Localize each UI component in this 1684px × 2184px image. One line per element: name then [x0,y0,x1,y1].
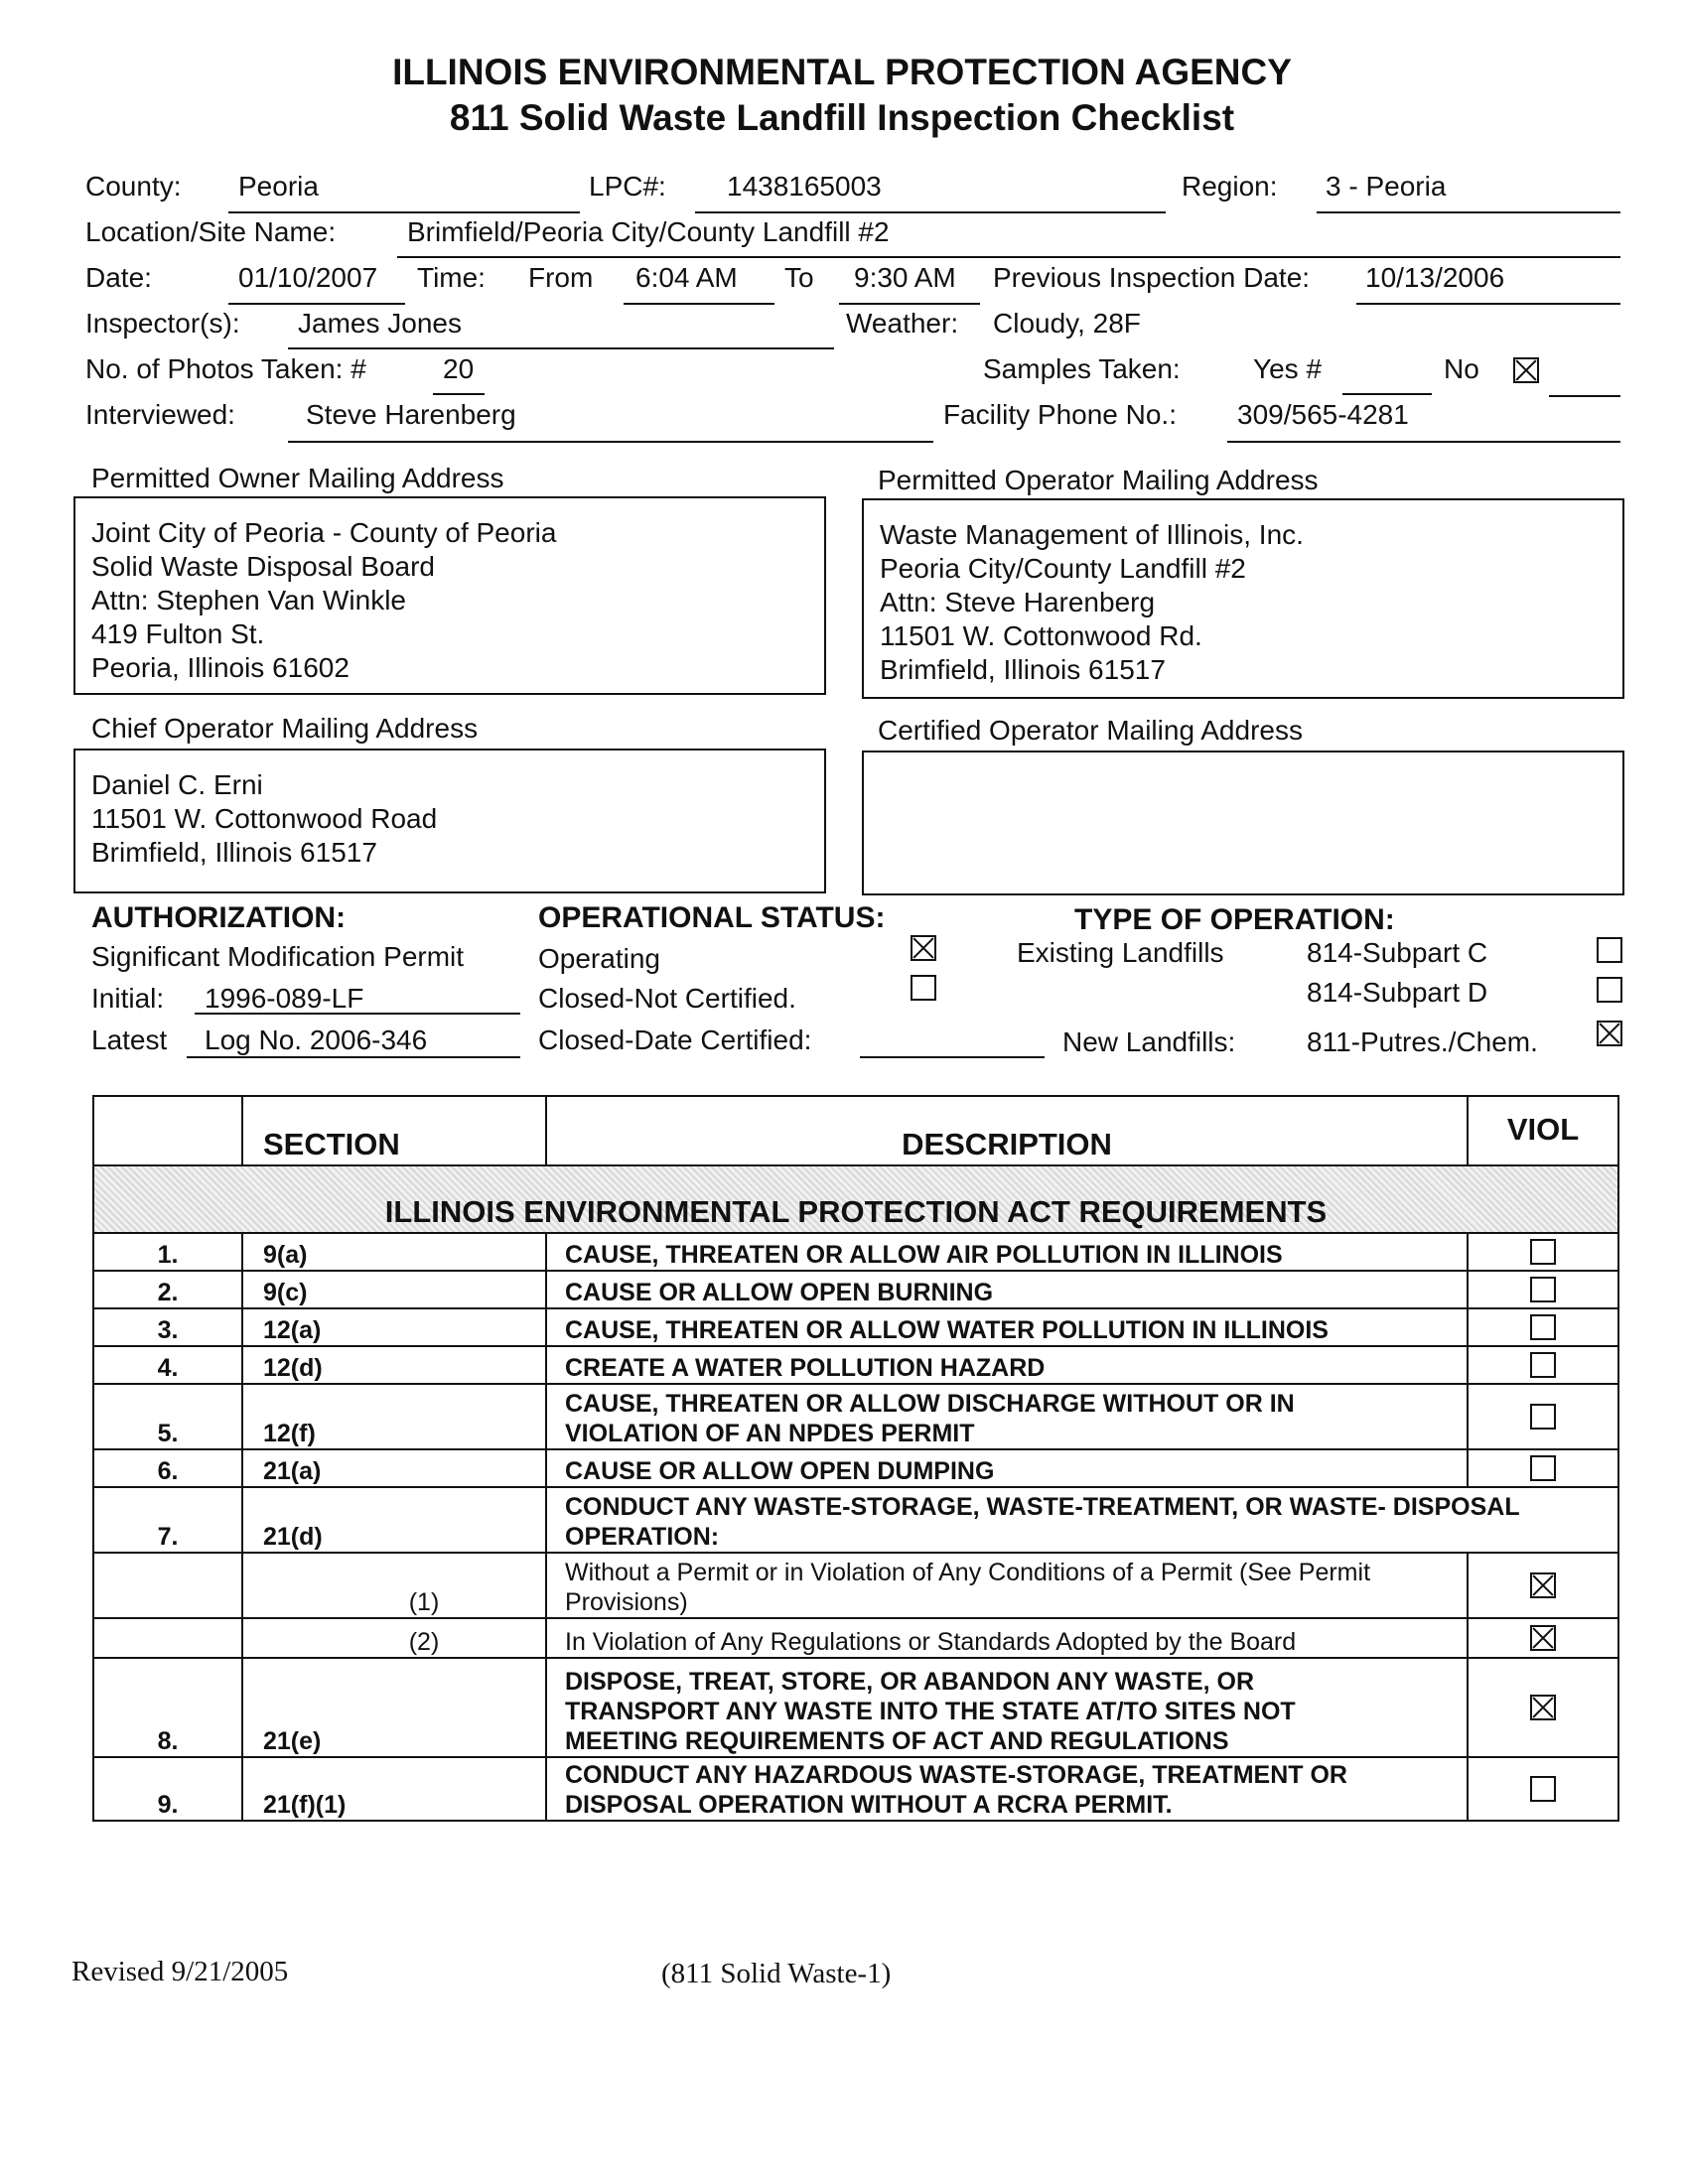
inspector-label: Inspector(s): [85,308,240,339]
chief-address-line: Brimfield, Illinois 61517 [91,837,377,868]
from-label: From [528,262,594,293]
table-row [93,1449,1618,1487]
closed-date-underline [860,1056,1045,1058]
prev-inspection-underline [1356,303,1620,305]
from-underline [624,303,774,305]
revised-date: Revised 9/21/2005 [71,1956,289,1987]
owner-address-line: Solid Waste Disposal Board [91,551,436,582]
row-num: 2. [93,1271,242,1308]
initial-label: Initial: [91,983,165,1014]
row-section: 21(f)(1) [242,1757,546,1821]
county-value: Peoria [238,171,319,202]
row-description [546,1553,1468,1618]
location-value: Brimfield/Peoria City/County Landfill #2 [407,216,890,247]
date-underline [228,303,405,305]
row-viol-cell [1468,1553,1618,1618]
row-num-empty [93,1618,242,1658]
operator-address-line: 11501 W. Cottonwood Rd. [880,620,1202,651]
row-section: 21(a) [242,1449,546,1487]
table-band-row [93,1165,1618,1233]
county-underline [228,211,580,213]
to-label: To [784,262,814,293]
header-num-cell [93,1096,242,1165]
row-description-line: TRANSPORT ANY WASTE INTO THE STATE AT/TO SITES NOT [565,1698,1296,1725]
row-num: 8. [93,1658,242,1757]
time-label: Time: [417,262,486,293]
row-section: 12(a) [242,1308,546,1346]
header-viol: VIOL [1468,1096,1618,1165]
row-num: 3. [93,1308,242,1346]
samples-yes-underline [1342,393,1432,395]
viol-checkbox[interactable] [1530,1404,1556,1430]
samples-yes-label: Yes # [1253,353,1323,384]
subpart-c-label: 814-Subpart C [1307,937,1488,968]
existing-landfills-label: Existing Landfills [1017,937,1224,968]
county-label: County: [85,171,182,202]
latest-underline [187,1056,520,1058]
viol-checkbox[interactable] [1530,1277,1556,1302]
subpart-d-checkbox[interactable] [1597,977,1622,1003]
samples-label: Samples Taken: [983,353,1181,384]
row-viol-cell [1468,1757,1618,1821]
viol-checkbox[interactable] [1530,1776,1556,1802]
region-underline [1317,211,1620,213]
operator-address-line: Waste Management of Illinois, Inc. [880,519,1304,550]
status-operating-checkbox[interactable] [911,935,936,961]
act-requirements-band: ILLINOIS ENVIRONMENTAL PROTECTION ACT REQUIREMENTS [93,1165,1618,1233]
owner-address-label: Permitted Owner Mailing Address [91,463,504,493]
lpc-underline [695,211,1166,213]
chief-address-label: Chief Operator Mailing Address [91,713,479,744]
viol-checkbox[interactable] [1530,1695,1556,1720]
row-section: 12(d) [242,1346,546,1384]
row-viol-cell [1468,1346,1618,1384]
row-description-line: Without a Permit or in Violation of Any Conditions of a Permit (See Permit [565,1559,1371,1586]
row-section: 9(c) [242,1271,546,1308]
page-identifier: (811 Solid Waste-1) [661,1958,892,1989]
table-row [93,1233,1618,1271]
permit-label: Significant Modification Permit [91,941,465,972]
row-description-line: OPERATION: [565,1523,720,1551]
row-section: 9(a) [242,1233,546,1271]
interviewed-label: Interviewed: [85,399,235,430]
row-viol-cell [1468,1618,1618,1658]
chief-address-line: 11501 W. Cottonwood Road [91,803,438,834]
new-landfills-label: New Landfills: [1062,1026,1236,1057]
row-description-line: CAUSE, THREATEN OR ALLOW DISCHARGE WITHOUT OR IN [565,1390,1295,1418]
operator-address-line: Brimfield, Illinois 61517 [880,654,1166,685]
weather-value: Cloudy, 28F [993,308,1141,339]
row-viol-cell [1468,1658,1618,1757]
owner-address-line: Joint City of Peoria - County of Peoria [91,517,557,548]
row-num: 1. [93,1233,242,1271]
to-value: 9:30 AM [854,262,956,293]
row-subsection: (2) [242,1618,546,1658]
latest-label: Latest [91,1024,168,1055]
row-subsection: (1) [242,1553,546,1618]
viol-checkbox[interactable] [1530,1455,1556,1481]
certified-address-box [862,751,1624,895]
row-section: 21(d) [242,1487,546,1553]
to-underline [839,303,980,305]
agency-title: ILLINOIS ENVIRONMENTAL PROTECTION AGENCY [392,52,1292,92]
row-description: CAUSE OR ALLOW OPEN BURNING [546,1271,1468,1308]
header-description: DESCRIPTION [546,1096,1468,1165]
viol-checkbox[interactable] [1530,1239,1556,1265]
row-num-empty [93,1553,242,1618]
status-title: OPERATIONAL STATUS: [538,901,886,934]
row-section: 12(f) [242,1384,546,1449]
subpart-c-checkbox[interactable] [1597,937,1622,963]
region-label: Region: [1182,171,1278,202]
header-section: SECTION [242,1096,546,1165]
row-viol-cell [1468,1271,1618,1308]
table-header-row [93,1096,1618,1165]
row-viol-cell [1468,1384,1618,1449]
owner-address-box [73,496,826,695]
operator-address-label: Permitted Operator Mailing Address [878,465,1319,495]
lpc-value: 1438165003 [727,171,882,202]
row-viol-cell [1468,1449,1618,1487]
row-viol-cell [1468,1308,1618,1346]
photos-label: No. of Photos Taken: # [85,353,366,384]
initial-value: 1996-089-LF [205,983,364,1014]
row-description: In Violation of Any Regulations or Standards Adopted by the Board [546,1618,1468,1658]
owner-address-line: Peoria, Illinois 61602 [91,652,350,683]
viol-checkbox[interactable] [1530,1625,1556,1651]
region-value: 3 - Peoria [1326,171,1447,202]
row-description [546,1757,1468,1821]
latest-value: Log No. 2006-346 [205,1024,428,1055]
row-description: CAUSE, THREATEN OR ALLOW AIR POLLUTION IN ILLINOIS [546,1233,1468,1271]
phone-value: 309/565-4281 [1237,399,1409,430]
viol-checkbox[interactable] [1530,1314,1556,1340]
inspector-value: James Jones [298,308,462,339]
requirements-table [92,1095,1619,1822]
samples-no-label: No [1444,353,1479,384]
certified-address-label: Certified Operator Mailing Address [878,715,1303,746]
row-description-line: CONDUCT ANY WASTE-STORAGE, WASTE-TREATMENT, OR WASTE- DISPOSAL [565,1493,1520,1521]
row-description-line: VIOLATION OF AN NPDES PERMIT [565,1420,975,1447]
interviewed-value: Steve Harenberg [306,399,516,430]
owner-address-line: Attn: Stephen Van Winkle [91,585,406,615]
putrescible-checkbox[interactable] [1597,1021,1622,1046]
table-row [93,1658,1618,1757]
operator-address-line: Peoria City/County Landfill #2 [880,553,1246,584]
status-closed-not-certified-label: Closed-Not Certified. [538,983,796,1014]
status-closed-date-label: Closed-Date Certified: [538,1024,812,1055]
location-underline [397,256,1620,258]
lpc-label: LPC#: [589,171,666,202]
form-title: 811 Solid Waste Landfill Inspection Checklist [449,97,1235,138]
location-label: Location/Site Name: [85,216,337,247]
putrescible-label: 811-Putres./Chem. [1307,1026,1538,1057]
row-num: 6. [93,1449,242,1487]
status-operating-label: Operating [538,943,660,974]
table-row [93,1308,1618,1346]
operator-address-line: Attn: Steve Harenberg [880,587,1156,617]
type-of-operation-title: TYPE OF OPERATION: [1074,903,1395,936]
row-num: 4. [93,1346,242,1384]
row-section: 21(e) [242,1658,546,1757]
chief-address-line: Daniel C. Erni [91,769,263,800]
row-description [546,1658,1468,1757]
viol-checkbox[interactable] [1530,1352,1556,1378]
photos-underline [433,393,485,395]
row-description: CAUSE, THREATEN OR ALLOW WATER POLLUTION IN ILLINOIS [546,1308,1468,1346]
operator-address-box [862,498,1624,699]
weather-label: Weather: [846,308,959,339]
from-value: 6:04 AM [635,262,738,293]
authorization-title: AUTHORIZATION: [91,901,347,934]
prev-inspection-label: Previous Inspection Date: [993,262,1311,293]
row-num: 5. [93,1384,242,1449]
date-label: Date: [85,262,152,293]
row-viol-cell [1468,1233,1618,1271]
row-description [546,1384,1468,1449]
table-row [93,1618,1618,1658]
row-description: CREATE A WATER POLLUTION HAZARD [546,1346,1468,1384]
row-description-line: Provisions) [565,1588,688,1616]
samples-no-checkbox[interactable] [1513,357,1539,383]
viol-checkbox[interactable] [1530,1572,1556,1598]
row-description-line: CONDUCT ANY HAZARDOUS WASTE-STORAGE, TREATMENT OR [565,1761,1347,1789]
owner-address-line: 419 Fulton St. [91,618,265,649]
row-num: 9. [93,1757,242,1821]
row-num: 7. [93,1487,242,1553]
inspector-underline [288,347,834,349]
chief-address-box [73,749,826,893]
phone-label: Facility Phone No.: [943,399,1177,430]
table-row [93,1271,1618,1308]
interviewed-underline [288,441,933,443]
row-description: CAUSE OR ALLOW OPEN DUMPING [546,1449,1468,1487]
phone-underline [1227,441,1620,443]
status-closed-not-certified-checkbox[interactable] [911,975,936,1001]
date-value: 01/10/2007 [238,262,378,293]
row-description-line: DISPOSAL OPERATION WITHOUT A RCRA PERMIT. [565,1791,1173,1819]
samples-no-underline [1549,395,1620,397]
table-row [93,1757,1618,1821]
table-row [93,1553,1618,1618]
row-description-line: MEETING REQUIREMENTS OF ACT AND REGULATIONS [565,1727,1229,1755]
row-description [546,1487,1618,1553]
row-description-line: DISPOSE, TREAT, STORE, OR ABANDON ANY WASTE, OR [565,1668,1255,1696]
initial-underline [195,1013,520,1015]
prev-inspection-value: 10/13/2006 [1365,262,1505,293]
subpart-d-label: 814-Subpart D [1307,977,1488,1008]
photos-value: 20 [443,353,475,384]
table-row [93,1384,1618,1449]
table-row [93,1346,1618,1384]
table-row [93,1487,1618,1553]
